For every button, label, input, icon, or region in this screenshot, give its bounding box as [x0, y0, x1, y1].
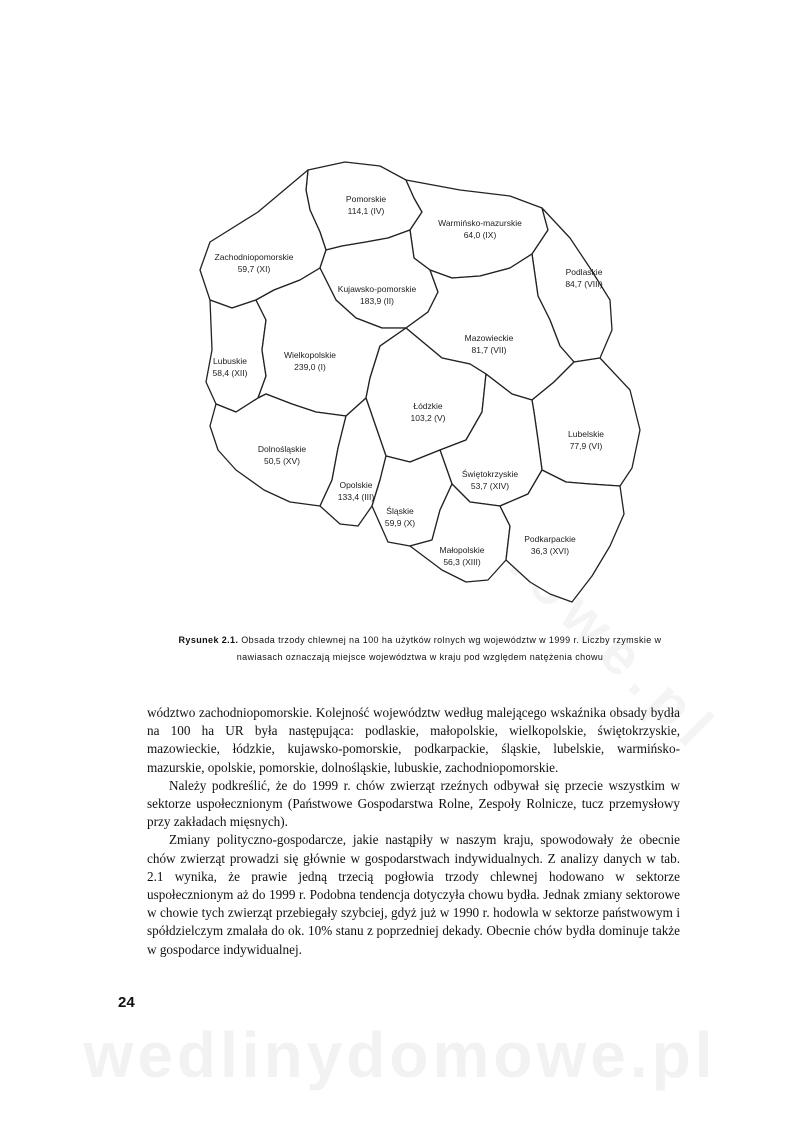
- label-value-zachodniopomorskie: 59,7 (XI): [237, 264, 271, 274]
- label-name-pomorskie: Pomorskie: [345, 194, 387, 204]
- label-value-opolskie: 133,4 (III): [337, 492, 375, 502]
- label-name-swietokrzyskie: Świętokrzyskie: [461, 469, 519, 479]
- label-value-slaskie: 59,9 (X): [384, 518, 416, 528]
- body-text: [147, 704, 680, 959]
- label-name-dolnoslaskie: Dolnośląskie: [257, 444, 307, 454]
- label-value-pomorskie: 114,1 (IV): [347, 206, 385, 216]
- poland-voivodeship-map: [170, 150, 670, 620]
- label-name-opolskie: Opolskie: [339, 480, 373, 490]
- label-value-warminsko-mazurskie: 64,0 (IX): [463, 230, 497, 240]
- label-name-lubelskie: Lubelskie: [568, 429, 604, 439]
- label-name-slaskie: Śląskie: [386, 506, 414, 516]
- figure-caption-label: Rysunek 2.1.: [178, 635, 239, 645]
- label-value-mazowieckie: 81,7 (VII): [471, 345, 507, 355]
- label-name-zachodniopomorskie: Zachodniopomorskie: [214, 252, 294, 262]
- figure-caption: [160, 632, 680, 666]
- label-name-warminsko-mazurskie: Warmińsko-mazurskie: [438, 218, 522, 228]
- label-value-lubuskie: 58,4 (XII): [212, 368, 248, 378]
- label-name-kujawsko-pomorskie: Kujawsko-pomorskie: [337, 284, 417, 294]
- label-name-mazowieckie: Mazowieckie: [464, 333, 514, 343]
- page-number: 24: [118, 994, 135, 1011]
- label-value-lodzkie: 103,2 (V): [410, 413, 446, 423]
- label-value-podlaskie: 84,7 (VIII): [565, 279, 603, 289]
- label-value-malopolskie: 56,3 (XIII): [443, 557, 481, 567]
- paragraph-1: wództwo zachodniopomorskie. Kolejność województw według malejącego wskaźnika obsady bydła na 100 ha UR była następująca: podlaskie, małopolskie, wielkopolskie, świętokrzyskie, mazowieckie, łódzkie, kujawsko-pomorskie, podkarpackie, śląskie, lubelskie, warmińsko-mazurskie, opolskie, pomorskie, dolnośląskie, lubuskie, zachodniopomorskie.: [147, 705, 680, 775]
- label-name-podlaskie: Podlaskie: [565, 267, 603, 277]
- label-value-kujawsko-pomorskie: 183,9 (II): [359, 296, 395, 306]
- label-value-wielkopolskie: 239,0 (I): [294, 362, 326, 372]
- label-name-podkarpackie: Podkarpackie: [524, 534, 576, 544]
- footer-watermark: wedlinydomowe.pl: [83, 1019, 717, 1091]
- figure-caption-text: Obsada trzody chlewnej na 100 ha użytków rolnych wg województw w 1999 r. Liczby rzymskie w nawiasach oznaczają miejsce województwa w kraju pod względem natężenia chowu: [236, 635, 662, 662]
- label-name-wielkopolskie: Wielkopolskie: [284, 350, 336, 360]
- paragraph-2: Należy podkreślić, że do 1999 r. chów zwierząt rzeźnych odbywał się przecie wszystkim w sektorze uspołecznionym (Państwowe Gospodarstwa Rolne, Zespoły Rolnicze, tucz przemysłowy przy zakładach mięsnych).: [147, 777, 680, 830]
- label-value-podkarpackie: 36,3 (XVI): [530, 546, 570, 556]
- label-name-lodzkie: Łódzkie: [413, 401, 443, 411]
- label-value-dolnoslaskie: 50,5 (XV): [264, 456, 300, 466]
- label-name-malopolskie: Małopolskie: [439, 545, 485, 555]
- label-value-lubelskie: 77,9 (VI): [569, 441, 603, 451]
- label-value-swietokrzyskie: 53,7 (XIV): [470, 481, 510, 491]
- label-name-lubuskie: Lubuskie: [212, 356, 248, 366]
- paragraph-3: Zmiany polityczno-gospodarcze, jakie nastąpiły w naszym kraju, spowodowały że obecnie chów zwierząt prowadzi się głównie w gospodarstwach indywidualnych. Z analizy danych w tab. 2.1 wynika, że prawie jedną trzecią pogłowia trzody chlewnej hodowano w sektorze uspołecznionym aż do 1999 r. Podobna tendencja dotyczyła chowu bydła. Jednak zmiany sektorowe w chowie tych zwierząt przebiegały szybciej, gdyż już w 1990 r. hodowla w sektorze państwowym i spółdzielczym zmalała do ok. 10% stanu z poprzedniej dekady. Obecnie chów bydła dominuje także w gospodarce indywidualnej.: [147, 832, 680, 957]
